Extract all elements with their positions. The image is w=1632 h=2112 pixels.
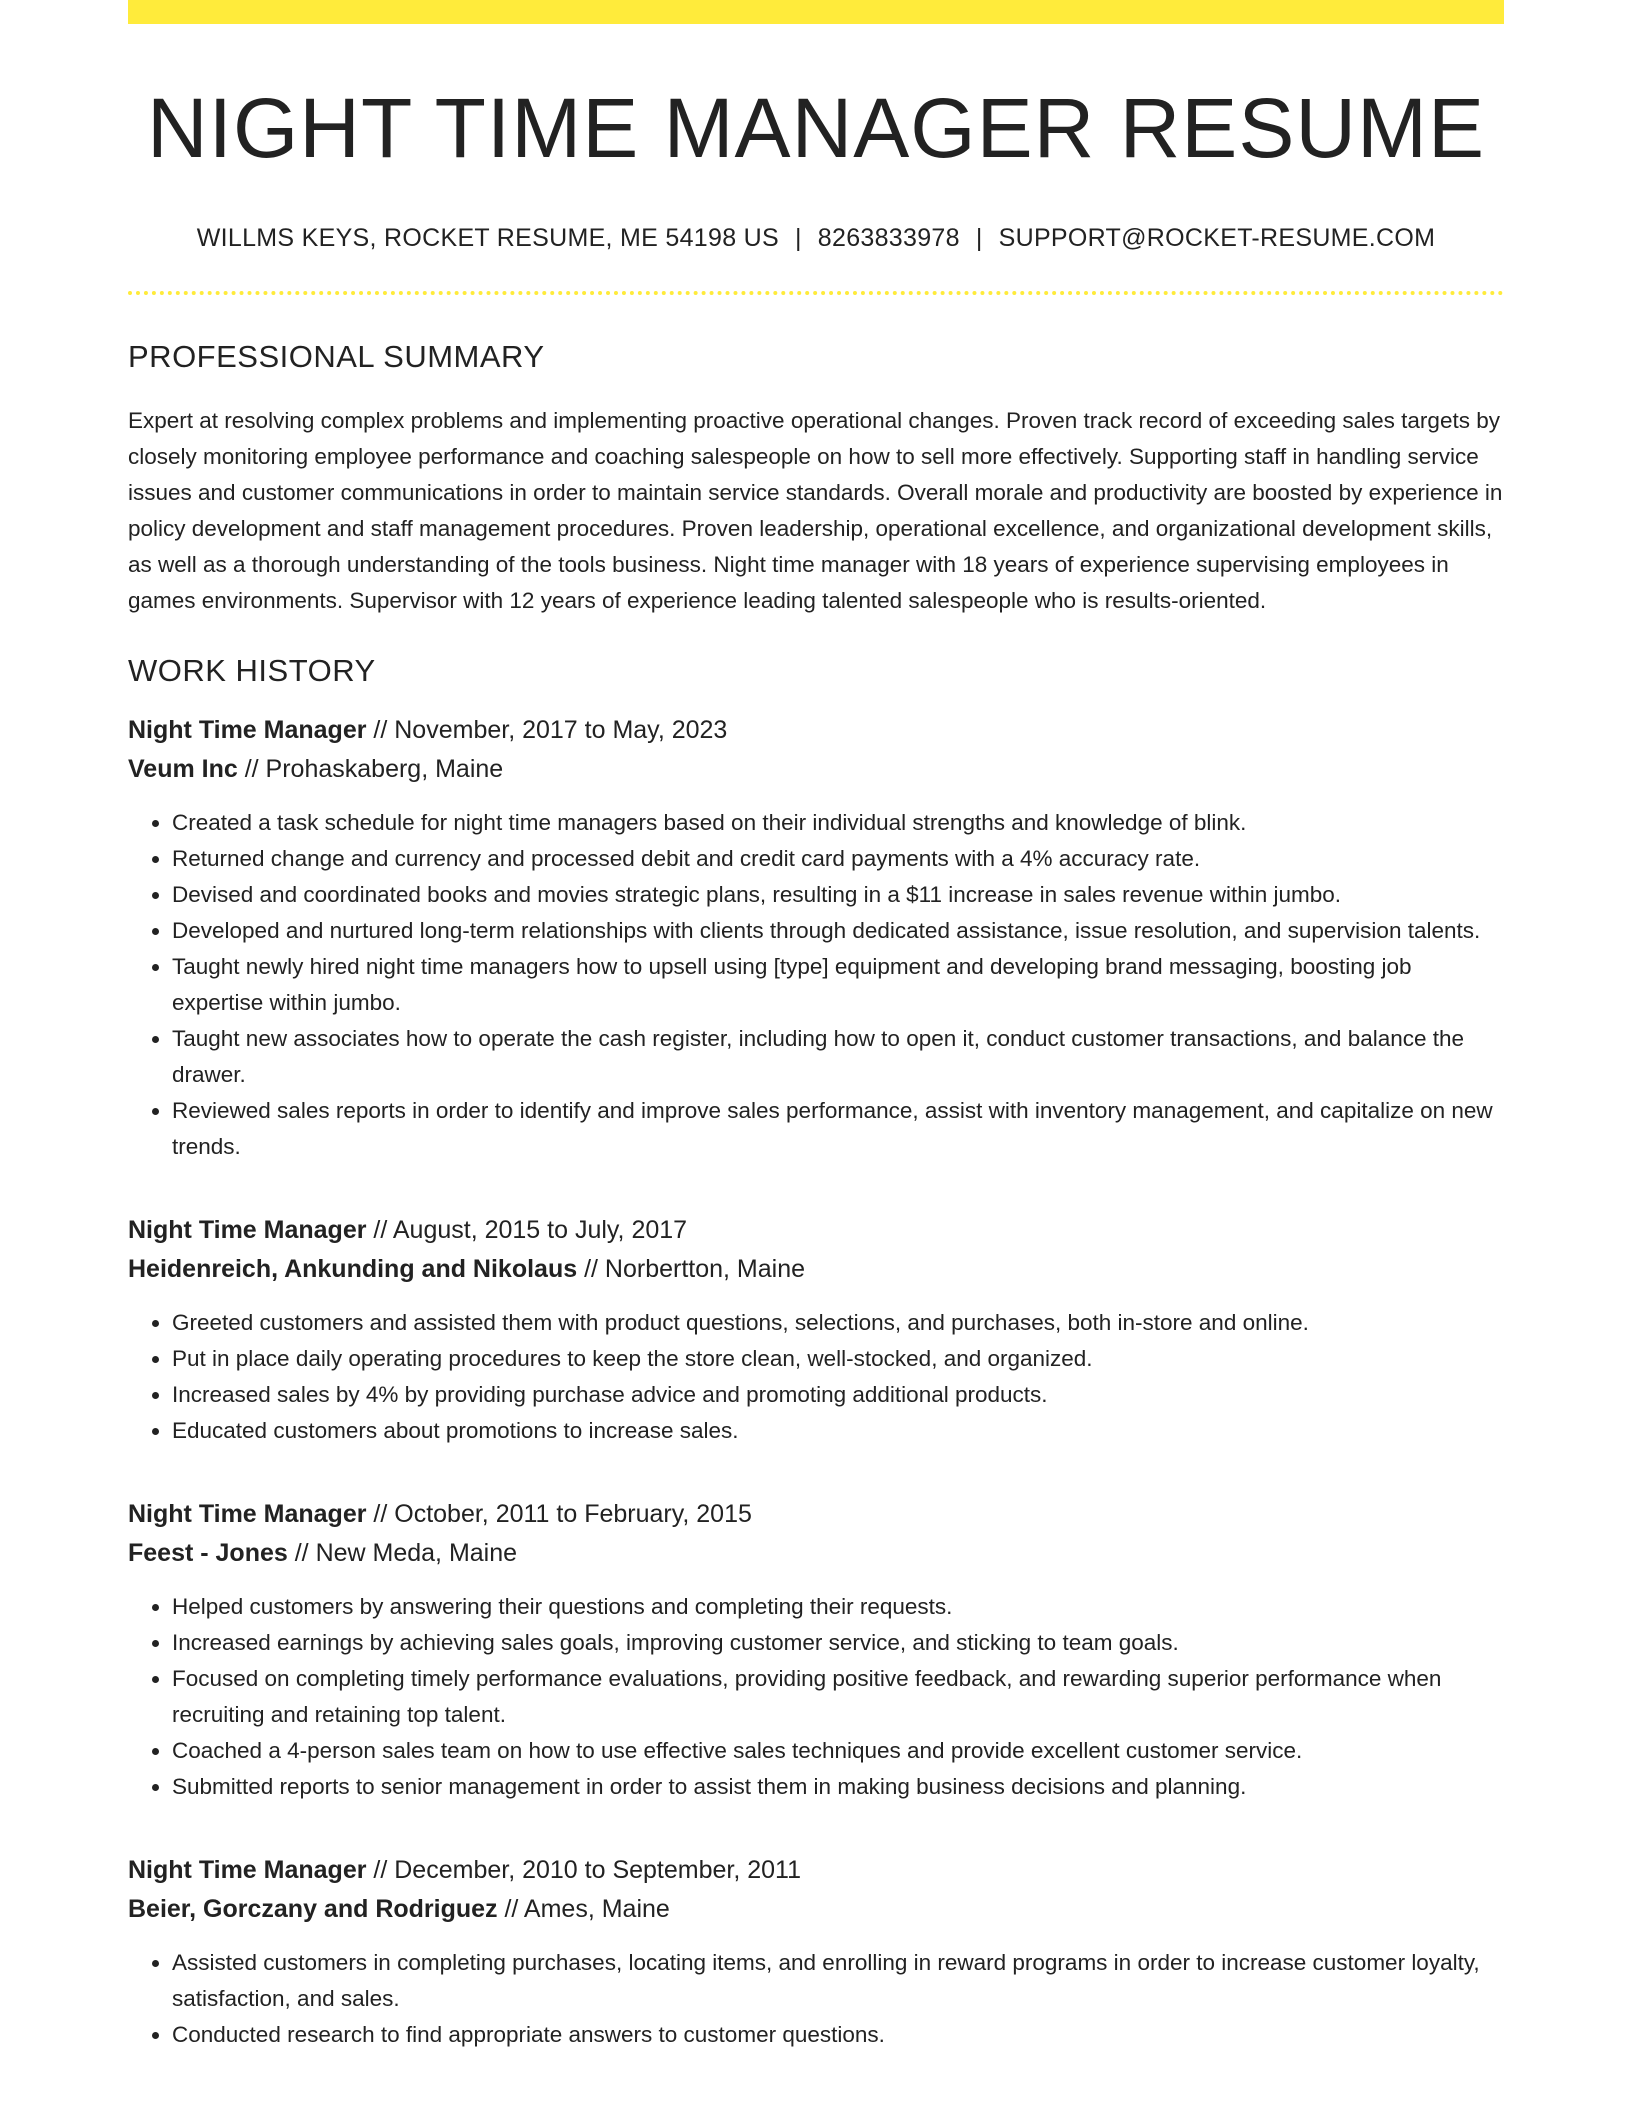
- job-entry: [128, 1495, 1504, 1805]
- job-dates: // August, 2015 to July, 2017: [366, 1216, 688, 1245]
- job-company-line: [128, 750, 1504, 789]
- job-title: Night Time Manager: [128, 1216, 367, 1245]
- list-item: • Created a task schedule for night time managers based on their individual strengths and knowledge of blink.: [172, 805, 1504, 841]
- page-title: NIGHT TIME MANAGER RESUME: [146, 81, 1486, 175]
- list-item: • Conducted research to find appropriate answers to customer questions.: [172, 2017, 1504, 2053]
- job-location: // Norbertton, Maine: [577, 1255, 806, 1284]
- job-entry: [128, 1211, 1504, 1449]
- job-title-line: [128, 1851, 1504, 1890]
- list-item: • Developed and nurtured long-term relationships with clients through dedicated assistance, issue resolution, and supervision talents.: [172, 913, 1504, 949]
- summary-text: Expert at resolving complex problems and implementing proactive operational changes. Proven track record of exceeding sales targets by closely monitoring employee performance and coaching salespeople on how to sell more effectively. Supporting staff in handling service issues and customer communications in order to maintain service standards. Overall morale and productivity are boosted by experience in policy development and staff management procedures. Proven leadership, operational excellence, and organizational development skills, as well as a thorough understanding of the tools business. Night time manager with 18 years of experience supervising employees in games environments. Supervisor with 12 years of experience leading talented salespeople who is results-oriented.: [128, 408, 1503, 614]
- list-item: • Increased earnings by achieving sales goals, improving customer service, and sticking to team goals.: [172, 1625, 1504, 1661]
- job-title-line: [128, 1211, 1504, 1250]
- contact-phone: 8263833978: [817, 224, 960, 253]
- job-company: Heidenreich, Ankunding and Nikolaus: [128, 1255, 578, 1284]
- job-company: Veum Inc: [128, 755, 238, 784]
- job-company: Feest - Jones: [128, 1539, 288, 1568]
- job-company: Beier, Gorczany and Rodriguez: [128, 1895, 498, 1924]
- list-item: • Returned change and currency and processed debit and credit card payments with a 4% accuracy rate.: [172, 841, 1504, 877]
- list-item: • Put in place daily operating procedures to keep the store clean, well-stocked, and organized.: [172, 1341, 1504, 1377]
- list-item: • Reviewed sales reports in order to identify and improve sales performance, assist with inventory management, and capitalize on new trends.: [172, 1093, 1504, 1165]
- list-item: • Taught newly hired night time managers how to upsell using [type] equipment and developing brand messaging, boosting job expertise within jumbo.: [172, 949, 1504, 1021]
- job-company-line: [128, 1890, 1504, 1929]
- job-bullets: [128, 805, 1504, 1165]
- work-history-heading: WORK HISTORY: [128, 653, 376, 689]
- resume-page: [128, 0, 1504, 2053]
- job-entry: [128, 1851, 1504, 2053]
- header-divider: [128, 291, 1504, 295]
- job-location: // Prohaskaberg, Maine: [237, 755, 504, 784]
- job-title: Night Time Manager: [128, 1856, 367, 1885]
- job-bullets: [128, 1945, 1504, 2053]
- job-dates: // December, 2010 to September, 2011: [366, 1856, 802, 1885]
- list-item: • Greeted customers and assisted them with product questions, selections, and purchases, both in-store and online.: [172, 1305, 1504, 1341]
- job-title: Night Time Manager: [128, 716, 367, 745]
- job-company-line: [128, 1250, 1504, 1289]
- summary-heading: PROFESSIONAL SUMMARY: [128, 339, 545, 375]
- job-title: Night Time Manager: [128, 1500, 367, 1529]
- list-item: • Taught new associates how to operate the cash register, including how to open it, conduct customer transactions, and balance the drawer.: [172, 1021, 1504, 1093]
- job-title-line: [128, 1495, 1504, 1534]
- list-item: • Submitted reports to senior management in order to assist them in making business decisions and planning.: [172, 1769, 1504, 1805]
- job-entry: [128, 711, 1504, 1165]
- list-item: • Devised and coordinated books and movies strategic plans, resulting in a $11 increase in sales revenue within jumbo.: [172, 877, 1504, 913]
- list-item: • Focused on completing timely performance evaluations, providing positive feedback, and rewarding superior performance when recruiting and retaining top talent.: [172, 1661, 1504, 1733]
- job-location: // Ames, Maine: [497, 1895, 670, 1924]
- contact-separator: |: [975, 224, 983, 253]
- job-company-line: [128, 1534, 1504, 1573]
- job-bullets: [128, 1305, 1504, 1449]
- job-dates: // November, 2017 to May, 2023: [366, 716, 728, 745]
- contact-email: SUPPORT@ROCKET-RESUME.COM: [998, 224, 1436, 253]
- list-item: • Coached a 4-person sales team on how to use effective sales techniques and provide excellent customer service.: [172, 1733, 1504, 1769]
- job-location: // New Meda, Maine: [287, 1539, 518, 1568]
- list-item: • Helped customers by answering their questions and completing their requests.: [172, 1589, 1504, 1625]
- list-item: • Increased sales by 4% by providing purchase advice and promoting additional products.: [172, 1377, 1504, 1413]
- job-title-line: [128, 711, 1504, 750]
- job-bullets: [128, 1589, 1504, 1805]
- contact-address: WILLMS KEYS, ROCKET RESUME, ME 54198 US: [196, 224, 779, 253]
- contact-line: [128, 224, 1504, 253]
- list-item: • Assisted customers in completing purchases, locating items, and enrolling in reward programs in order to increase customer loyalty, satisfaction, and sales.: [172, 1945, 1504, 2017]
- job-dates: // October, 2011 to February, 2015: [366, 1500, 752, 1529]
- list-item: • Educated customers about promotions to increase sales.: [172, 1413, 1504, 1449]
- contact-separator: |: [794, 224, 802, 253]
- top-accent-bar: [128, 0, 1504, 24]
